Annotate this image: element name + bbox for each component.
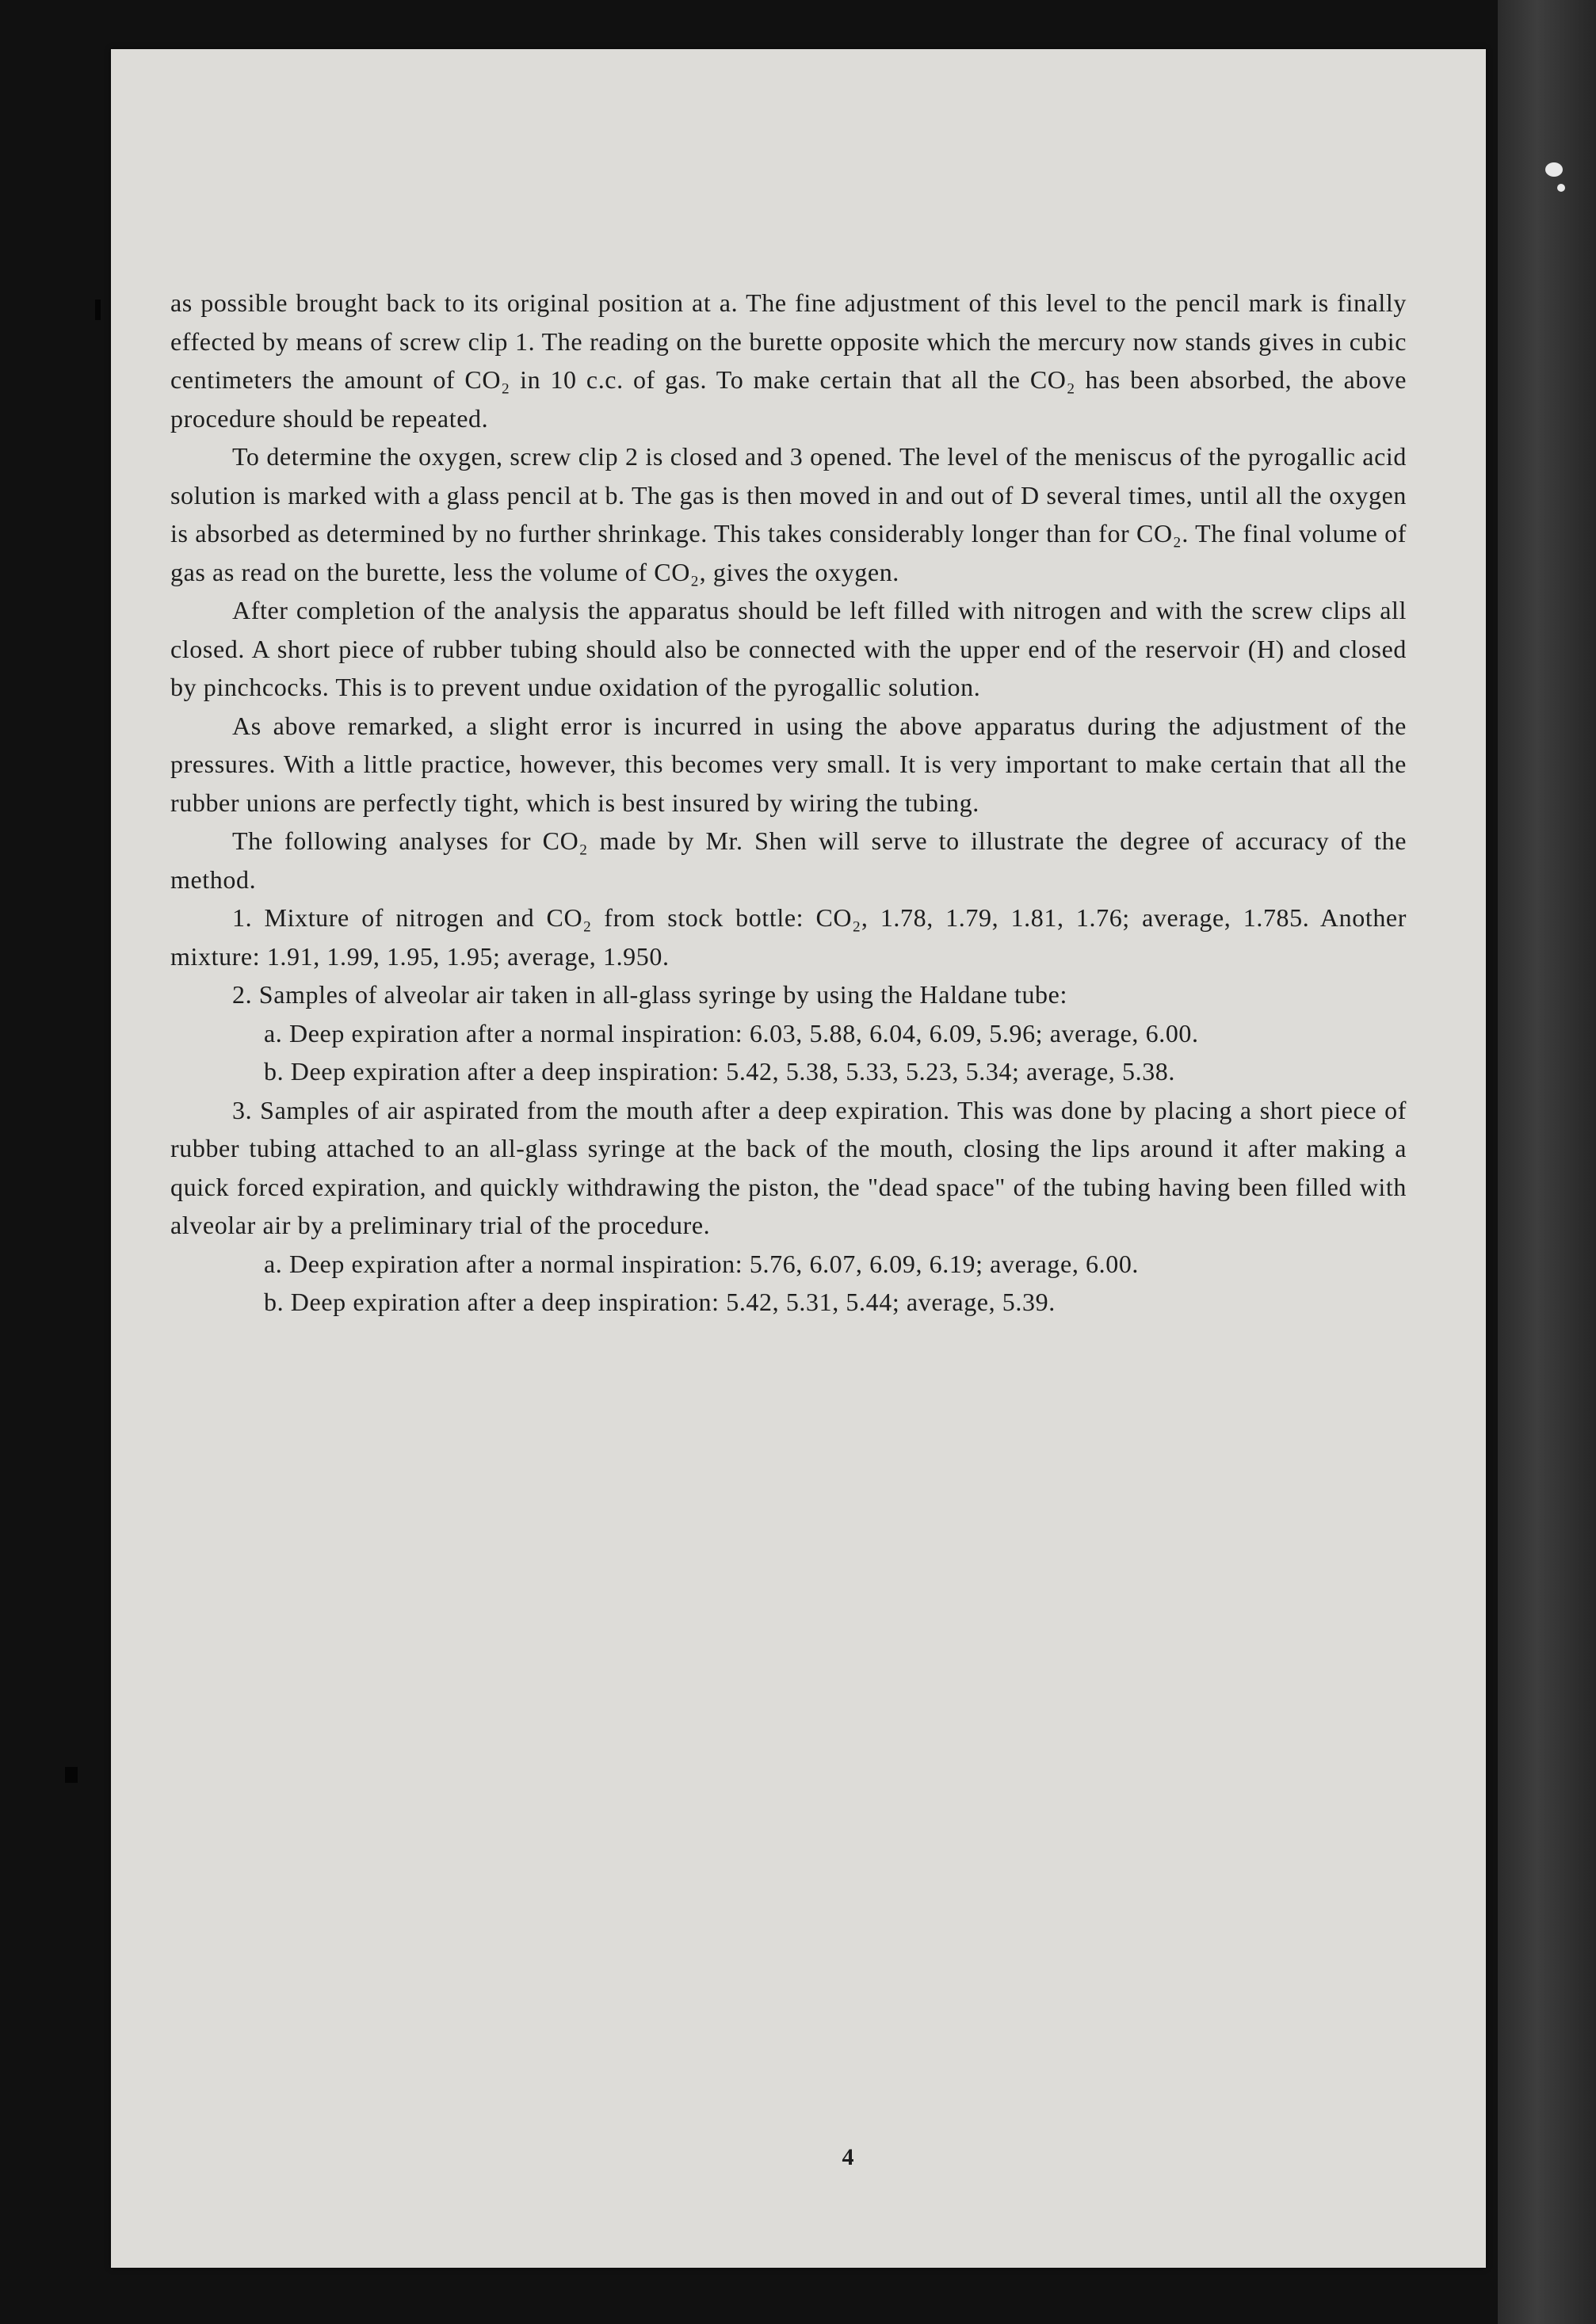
film-edge: [1498, 0, 1596, 2324]
body-text: [170, 284, 1407, 1322]
list-subitem: a. Deep expiration after a normal inspiration: 6.03, 5.88, 6.04, 6.09, 5.96; average, 6.00.: [264, 1018, 1199, 1048]
list-item: 1. Mixture of nitrogen and CO₂ from stock bottle: CO₂, 1.78, 1.79, 1.81, 1.76; average, 1.785. Another mixture: 1.91, 1.99, 1.95, 1.95; average, 1.950.: [170, 903, 1407, 971]
list-item: 2. Samples of alveolar air taken in all-glass syringe by using the Haldane tube:: [232, 980, 1067, 1009]
list-subitem: a. Deep expiration after a normal inspiration: 5.76, 6.07, 6.09, 6.19; average, 6.00.: [264, 1249, 1140, 1278]
paragraph: The following analyses for CO₂ made by Mr. Shen will serve to illustrate the degree of accuracy of the method.: [170, 826, 1407, 894]
paragraph: To determine the oxygen, screw clip 2 is closed and 3 opened. The level of the meniscus of the pyrogallic acid solution is marked with a glass pencil at b. The gas is then moved in and out of D several times, until all the oxygen is absorbed as determined by no further shrinkage. This takes considerably longer than for CO₂. The final volume of gas as read on the burette, less the volume of CO₂, gives the oxygen.: [170, 442, 1407, 586]
list-item: 3. Samples of air aspirated from the mouth after a deep expiration. This was done by placing a short piece of rubber tubing attached to an all-glass syringe at the back of the mouth, closing the lips around it after making a quick forced expiration, and quickly withdrawing the piston, the "dead space" of the tubing having been filled with alveolar air by a preliminary trial of the procedure.: [170, 1095, 1407, 1239]
paragraph: as possible brought back to its original position at a. The fine adjustment of this level to the pencil mark is finally effected by means of screw clip 1. The reading on the burette opposite which the mercury now stands gives in cubic centimeters the amount of CO₂ in 10 c.c. of gas. To make certain that all the CO₂ has been absorbed, the above procedure should be repeated.: [170, 288, 1407, 433]
film-mark: [95, 300, 101, 320]
film-speck: [1557, 184, 1565, 192]
paragraph: After completion of the analysis the apparatus should be left filled with nitrogen and with the screw clips all closed. A short piece of rubber tubing should also be connected with the upper end of the reservoir (H) and closed by pinchcocks. This is to prevent undue oxidation of the pyrogallic solution.: [170, 596, 1407, 701]
page-number: 4: [842, 2144, 854, 2170]
list-subitem: b. Deep expiration after a deep inspiration: 5.42, 5.31, 5.44; average, 5.39.: [264, 1288, 1056, 1316]
paragraph: As above remarked, a slight error is incurred in using the above apparatus during the adjustment of the pressures. With a little practice, however, this becomes very small. It is very important to make certain that all the rubber unions are perfectly tight, which is best insured by wiring the tubing.: [170, 711, 1407, 817]
list-subitem: b. Deep expiration after a deep inspiration: 5.42, 5.38, 5.33, 5.23, 5.34; average, 5.38.: [264, 1057, 1175, 1086]
film-speck: [1545, 162, 1563, 177]
film-mark: [65, 1767, 78, 1783]
